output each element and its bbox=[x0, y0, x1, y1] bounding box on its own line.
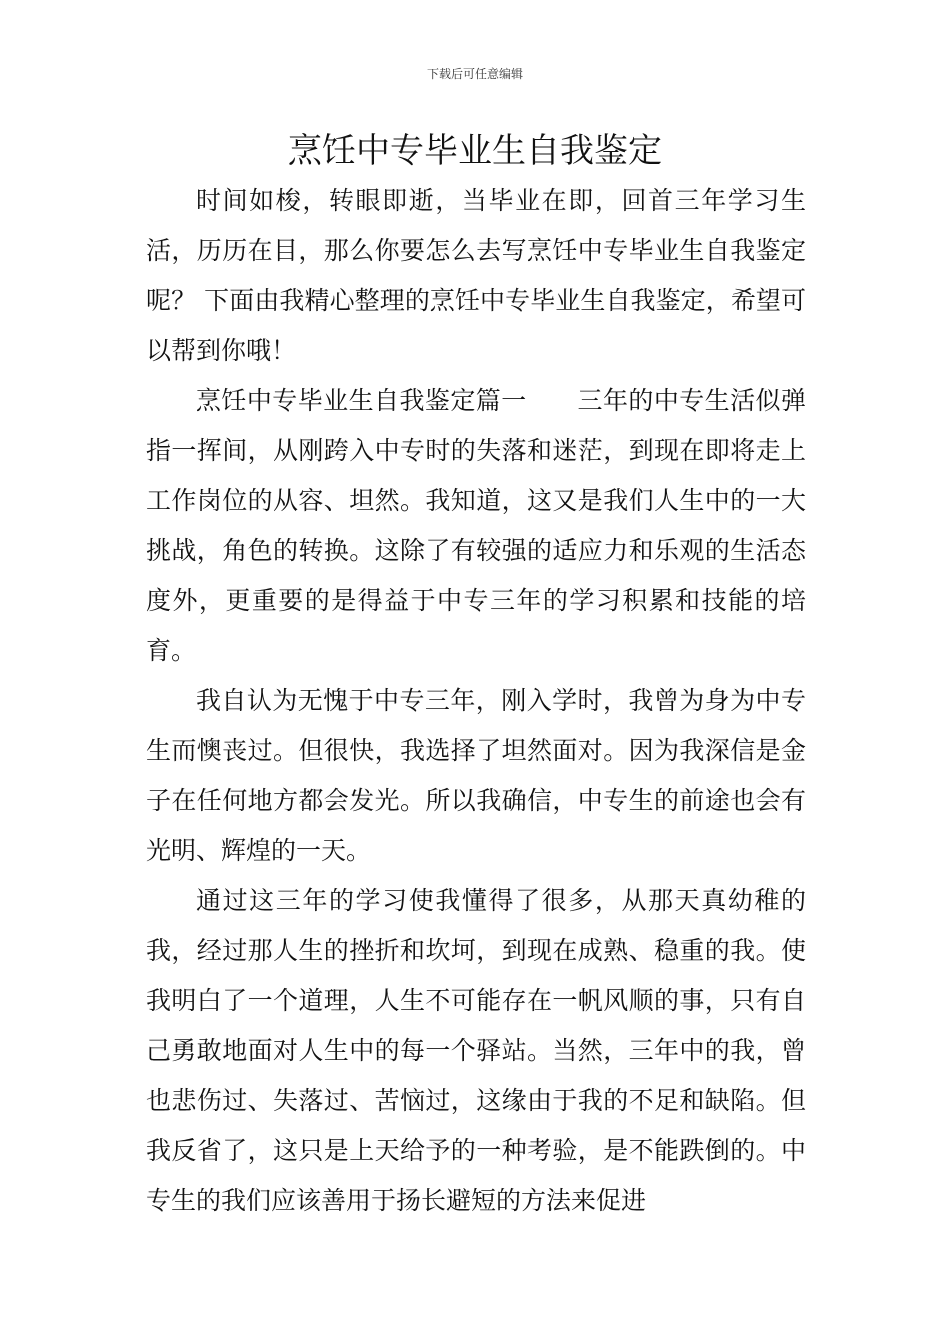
paragraph-self-assessment: 我自认为无愧于中专三年，刚入学时，我曾为身为中专生而懊丧过。但很快，我选择了坦然面对。因为我深信是金子在任何地方都会发光。所以我确信，中专生的前途也会有光明、辉煌的一天。 bbox=[146, 686, 806, 865]
header-note: 下载后可任意编辑 bbox=[426, 67, 523, 81]
paragraph-intro: 时间如梭，转眼即逝，当毕业在即，回首三年学习生活，历历在目，那么你要怎么去写烹饪中专毕业生自我鉴定呢？ 下面由我精心整理的烹饪中专毕业生自我鉴定，希望可以帮到你哦！ bbox=[146, 186, 806, 365]
paragraph-lessons: 通过这三年的学习使我懂得了很多，从那天真幼稚的我，经过那人生的挫折和坎坷，到现在成熟、稳重的我。使我明白了一个道理，人生不可能存在一帆风顺的事，只有自己勇敢地面对人生中的每一个驿站。当然，三年中的我，曾也悲伤过、失落过、苦恼过，这缘由于我的不足和缺陷。但我反省了，这只是上天给予的一种考验，是不能跌倒的。中专生的我们应该善用于扬长避短的方法来促进 bbox=[146, 886, 806, 1215]
page-title: 烹饪中专毕业生自我鉴定 bbox=[288, 131, 662, 171]
document-body bbox=[146, 176, 806, 1226]
paragraph-part-one: 烹饪中专毕业生自我鉴定篇一 三年的中专生活似弹指一挥间，从刚跨入中专时的失落和迷茫，到现在即将走上工作岗位的从容、坦然。我知道，这又是我们人生中的一大挑战，角色的转换。这除了有较强的适应力和乐观的生活态度外，更重要的是得益于中专三年的学习积累和技能的培育。 bbox=[146, 386, 806, 665]
